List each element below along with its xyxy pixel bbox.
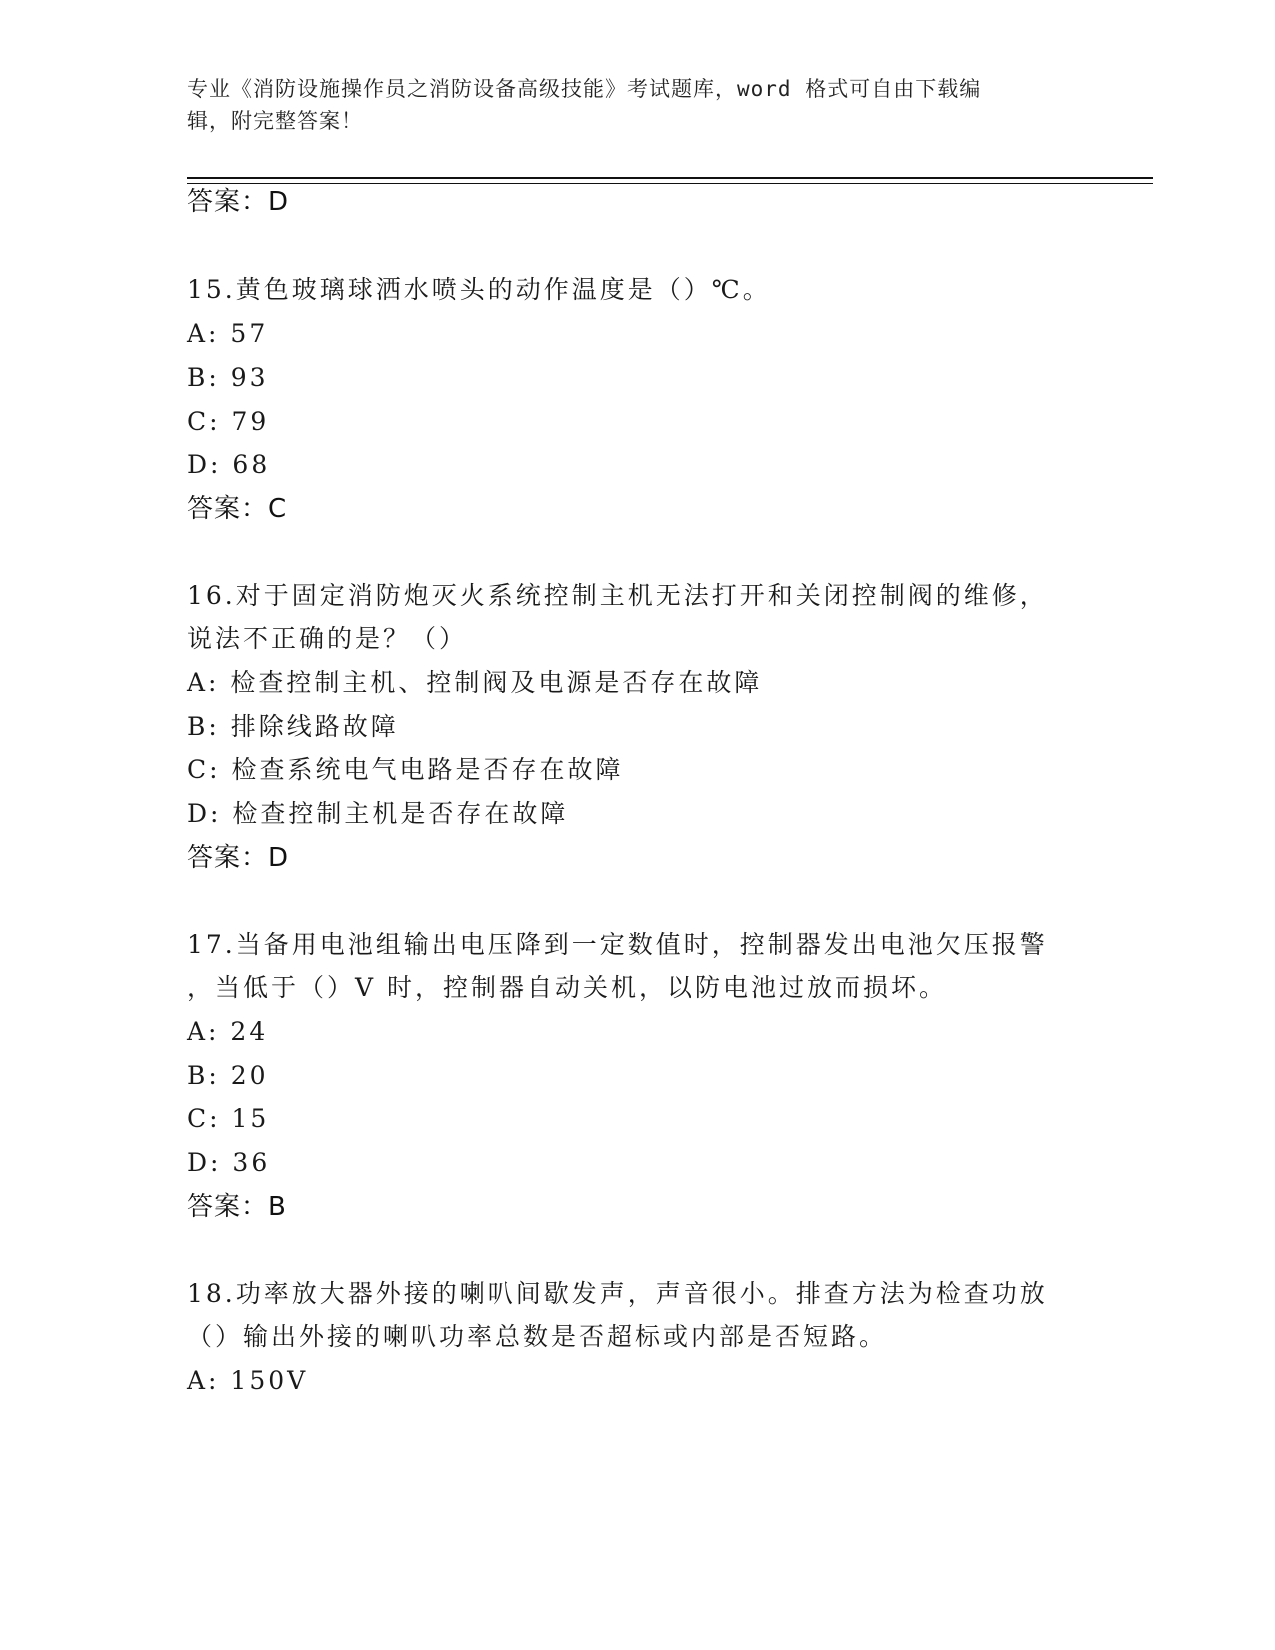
question-17-answer: 答案：B [187, 1192, 287, 1222]
question-18-option-a: A: 150V [187, 1366, 309, 1395]
question-18-stem-line-2: （）输出外接的喇叭功率总数是否超标或内部是否短路。 [187, 1322, 888, 1351]
question-17-option-a: A: 24 [187, 1017, 269, 1046]
question-16-option-d: D: 检查控制主机是否存在故障 [187, 799, 569, 828]
question-16-option-a: A: 检查控制主机、控制阀及电源是否存在故障 [187, 668, 763, 697]
header-divider-thin [187, 183, 1153, 184]
question-15-answer: 答案：C [187, 494, 288, 524]
question-17-stem-line-1: 17.当备用电池组输出电压降到一定数值时，控制器发出电池欠压报警 [187, 930, 1048, 959]
question-15-stem: 15.黄色玻璃球洒水喷头的动作温度是（）℃。 [187, 275, 771, 304]
question-15-option-a: A: 57 [187, 319, 269, 348]
question-17-option-c: C: 15 [187, 1104, 270, 1133]
question-16-option-b: B: 排除线路故障 [187, 712, 399, 741]
question-15-option-d: D: 68 [187, 450, 271, 479]
header-line-2: 辑，附完整答案！ [187, 109, 363, 133]
question-15-option-b: B: 93 [187, 363, 269, 392]
question-15-option-c: C: 79 [187, 407, 270, 436]
document-header [187, 73, 1067, 137]
header-divider-thick [187, 177, 1153, 179]
header-line-1: 专业《消防设施操作员之消防设备高级技能》考试题库，word 格式可自由下载编 [187, 77, 982, 101]
answer-line: 答案：D [187, 187, 290, 217]
question-16-option-c: C: 检查系统电气电路是否存在故障 [187, 755, 624, 784]
question-16-stem-line-1: 16.对于固定消防炮灭火系统控制主机无法打开和关闭控制阀的维修， [187, 581, 1048, 610]
question-17-stem-line-2: ，当低于（）V 时，控制器自动关机，以防电池过放而损坏。 [187, 973, 948, 1002]
question-17-option-d: D: 36 [187, 1148, 271, 1177]
question-16-stem-line-2: 说法不正确的是？（） [187, 624, 468, 653]
question-17-option-b: B: 20 [187, 1061, 269, 1090]
question-18-stem-line-1: 18.功率放大器外接的喇叭间歇发声，声音很小。排查方法为检查功放 [187, 1279, 1048, 1308]
question-16-answer: 答案：D [187, 843, 290, 873]
